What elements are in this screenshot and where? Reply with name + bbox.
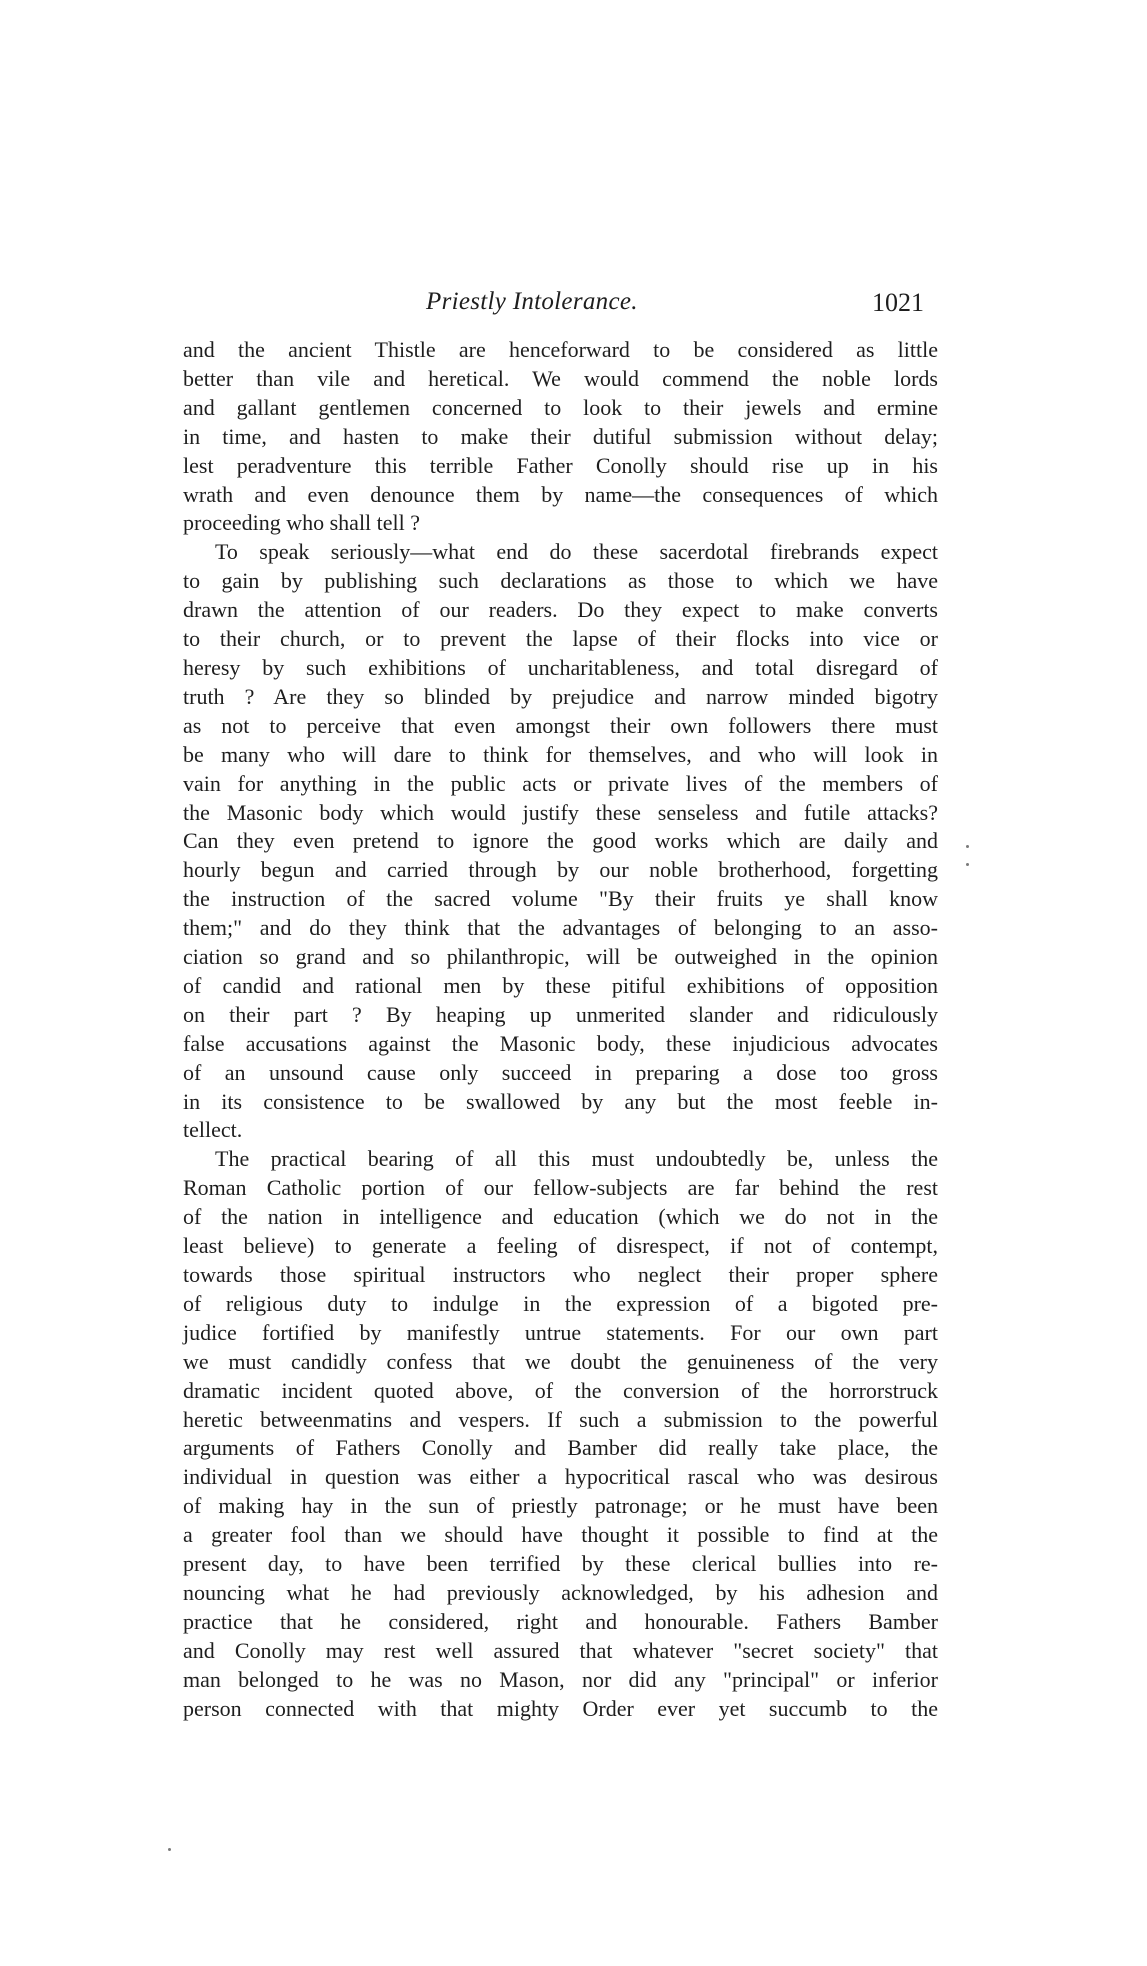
text-line: tellect.	[183, 1117, 243, 1143]
text-line: wrath and even denounce them by name—the consequences of which	[183, 481, 938, 507]
text-line: of an unsound cause only succeed in preparing a dose too gross	[183, 1059, 938, 1085]
text-line: in time, and hasten to make their dutiful submission without delay;	[183, 423, 938, 449]
page-number: 1021	[872, 288, 924, 317]
text-line: and the ancient Thistle are henceforward to be considered as little	[183, 337, 938, 362]
text-line: the instruction of the sacred volume "By their fruits ye shall know	[183, 886, 938, 912]
text-line: heretic betweenmatins and vespers. If such a submission to the powerful	[183, 1406, 938, 1432]
page-header	[183, 288, 938, 332]
text-line: be many who will dare to think for themselves, and who will look in	[183, 741, 938, 767]
text-line: a greater fool than we should have thought it possible to find at the	[183, 1522, 938, 1548]
text-line: practice that he considered, right and honourable. Fathers Bamber	[183, 1608, 938, 1634]
text-line: better than vile and heretical. We would commend the noble lords	[183, 365, 938, 391]
text-line: as not to perceive that even amongst their own followers there must	[183, 712, 938, 738]
text-line: of making hay in the sun of priestly patronage; or he must have been	[183, 1493, 938, 1519]
text-line: of religious duty to indulge in the expression of a bigoted pre-	[183, 1290, 938, 1316]
text-line: towards those spiritual instructors who neglect their proper sphere	[183, 1262, 938, 1287]
stray-ink-mark	[966, 845, 969, 848]
text-line: truth ? Are they so blinded by prejudice and narrow minded bigotry	[183, 683, 938, 709]
stray-ink-mark	[966, 863, 969, 866]
text-line: lest peradventure this terrible Father Conolly should rise up in his	[183, 452, 938, 478]
text-line: to gain by publishing such declarations as those to which we have	[183, 568, 938, 594]
text-line: dramatic incident quoted above, of the conversion of the horrorstruck	[183, 1377, 938, 1403]
text-line: in its consistence to be swallowed by any but the most feeble in-	[183, 1088, 938, 1114]
text-line: the Masonic body which would justify these senseless and futile attacks?	[183, 799, 938, 825]
text-line: vain for anything in the public acts or private lives of the members of	[183, 770, 938, 796]
text-line: ciation so grand and so philanthropic, will be outweighed in the opinion	[183, 944, 938, 970]
text-line: we must candidly confess that we doubt the genuineness of the very	[183, 1348, 938, 1374]
text-line: to their church, or to prevent the lapse of their flocks into vice or	[183, 626, 938, 652]
text-line: person connected with that mighty Order ever yet succumb to the	[183, 1695, 938, 1721]
text-line: and gallant gentlemen concerned to look to their jewels and ermine	[183, 394, 938, 420]
text-line: The practical bearing of all this must undoubtedly be, unless the	[215, 1146, 938, 1172]
text-line: heresy by such exhibitions of uncharitableness, and total disregard of	[183, 654, 938, 680]
text-line: arguments of Fathers Conolly and Bamber did really take place, the	[183, 1435, 938, 1461]
stray-ink-mark	[168, 1848, 171, 1851]
text-line: present day, to have been terrified by these clerical bullies into re-	[183, 1551, 938, 1577]
text-line: Can they even pretend to ignore the good works which are daily and	[183, 828, 938, 854]
text-line: drawn the attention of our readers. Do they expect to make converts	[183, 597, 938, 623]
text-line: nouncing what he had previously acknowledged, by his adhesion and	[183, 1579, 938, 1605]
book-page	[183, 288, 938, 1724]
text-line: false accusations against the Masonic body, these injudicious advocates	[183, 1030, 938, 1056]
text-line: proceeding who shall tell ?	[183, 510, 421, 536]
text-line: them;" and do they think that the advantages of belonging to an asso-	[183, 915, 938, 941]
text-line: least believe) to generate a feeling of disrespect, if not of contempt,	[183, 1233, 938, 1259]
body-text	[183, 336, 938, 1724]
text-line: of the nation in intelligence and education (which we do not in the	[183, 1204, 938, 1230]
text-line: man belonged to he was no Mason, nor did any "principal" or inferior	[183, 1666, 938, 1692]
text-line: judice fortified by manifestly untrue statements. For our own part	[183, 1319, 938, 1345]
text-line: on their part ? By heaping up unmerited slander and ridiculously	[183, 1001, 938, 1027]
text-line: individual in question was either a hypocritical rascal who was desirous	[183, 1464, 938, 1490]
running-title: Priestly Intolerance.	[426, 288, 638, 315]
text-line: hourly begun and carried through by our noble brotherhood, forgetting	[183, 857, 938, 883]
text-line: of candid and rational men by these pitiful exhibitions of opposition	[183, 972, 938, 998]
text-line: To speak seriously—what end do these sacerdotal firebrands expect	[215, 539, 938, 565]
text-line: Roman Catholic portion of our fellow-subjects are far behind the rest	[183, 1175, 938, 1201]
text-line: and Conolly may rest well assured that whatever "secret society" that	[183, 1637, 938, 1663]
